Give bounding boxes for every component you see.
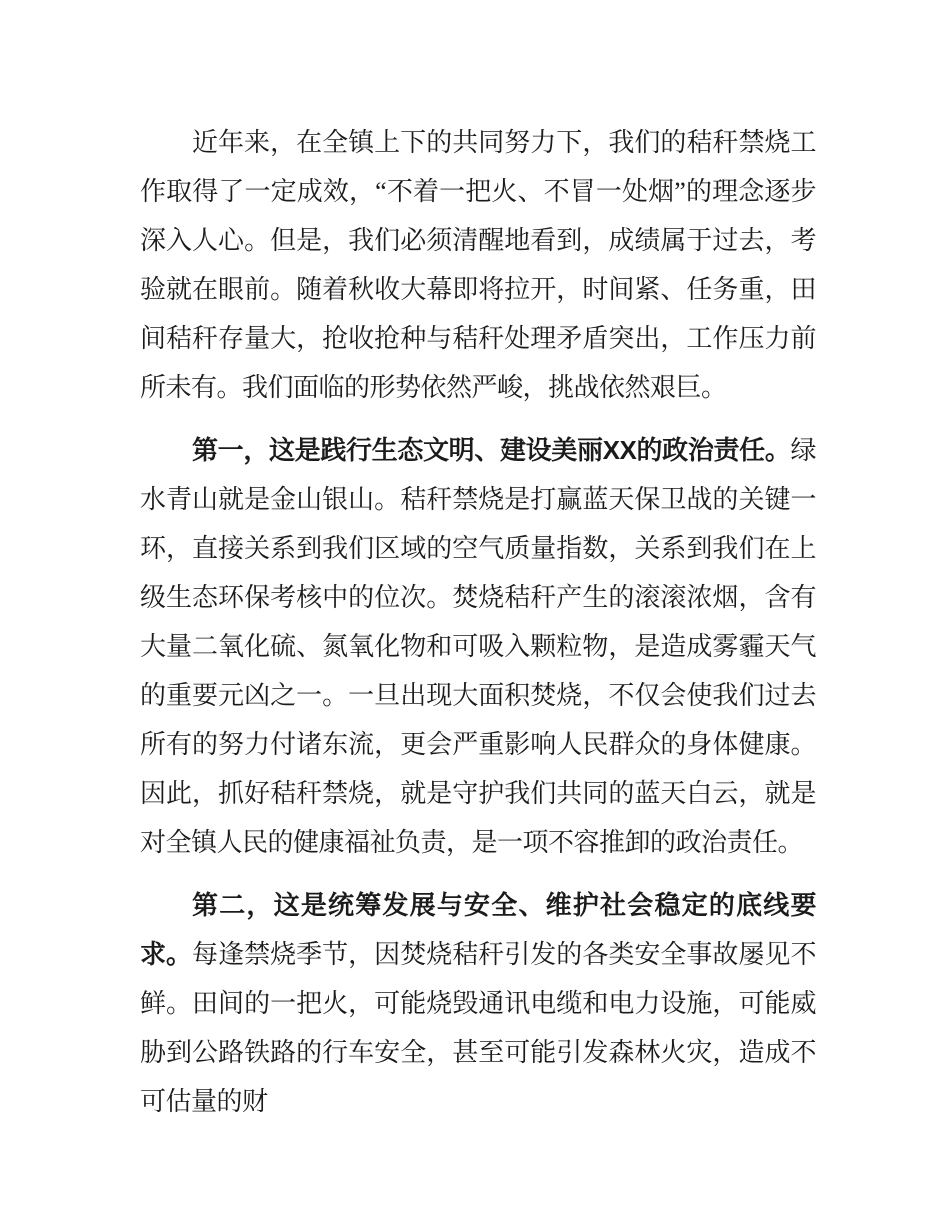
paragraph-point-one-text: 绿水青山就是金山银山。秸秆禁烧是打赢蓝天保卫战的关键一环，直接关系到我们区域的空气质量指数，关系到我们在上级生态环保考核中的位次。焚烧秸秆产生的滚滚浓烟，含有大量二氧化硫、氮氧化物和可吸入颗粒物，是造成雾霾天气的重要元凶之一。一旦出现大面积焚烧，不仅会使我们过去所有的努力付诸东流，更会严重影响人民群众的身体健康。因此，抓好秸秆禁烧，就是守护我们共同的蓝天白云，就是对全镇人民的健康福祉负责，是一项不容推卸的政治责任。 — [140, 436, 816, 857]
paragraph-point-one — [140, 426, 816, 867]
paragraph-point-two-text: 每逢禁烧季节，因焚烧秸秆引发的各类安全事故屡见不鲜。田间的一把火，可能烧毁通讯电缆和电力设施，可能威胁到公路铁路的行车安全，甚至可能引发森林火灾，造成不可估量的财 — [140, 940, 816, 1116]
paragraph-point-two — [140, 881, 816, 1126]
paragraph-point-two-lead: 第二，这是统筹发展与安全、维护社会稳定的底线要求。 — [140, 890, 816, 969]
document-body — [140, 118, 816, 1126]
paragraph-point-one-lead: 第一，这是践行生态文明、建设美丽XX的政治责任。 — [192, 435, 791, 465]
paragraph-intro — [140, 118, 816, 412]
paragraph-intro-text: 近年来，在全镇上下的共同努力下，我们的秸秆禁烧工作取得了一定成效，“不着一把火、不冒一处烟”的理念逐步深入人心。但是，我们必须清醒地看到，成绩属于过去，考验就在眼前。随着秋收大幕即将拉开，时间紧、任务重，田间秸秆存量大，抢收抢种与秸秆处理矛盾突出，工作压力前所未有。我们面临的形势依然严峻，挑战依然艰巨。 — [140, 128, 816, 402]
